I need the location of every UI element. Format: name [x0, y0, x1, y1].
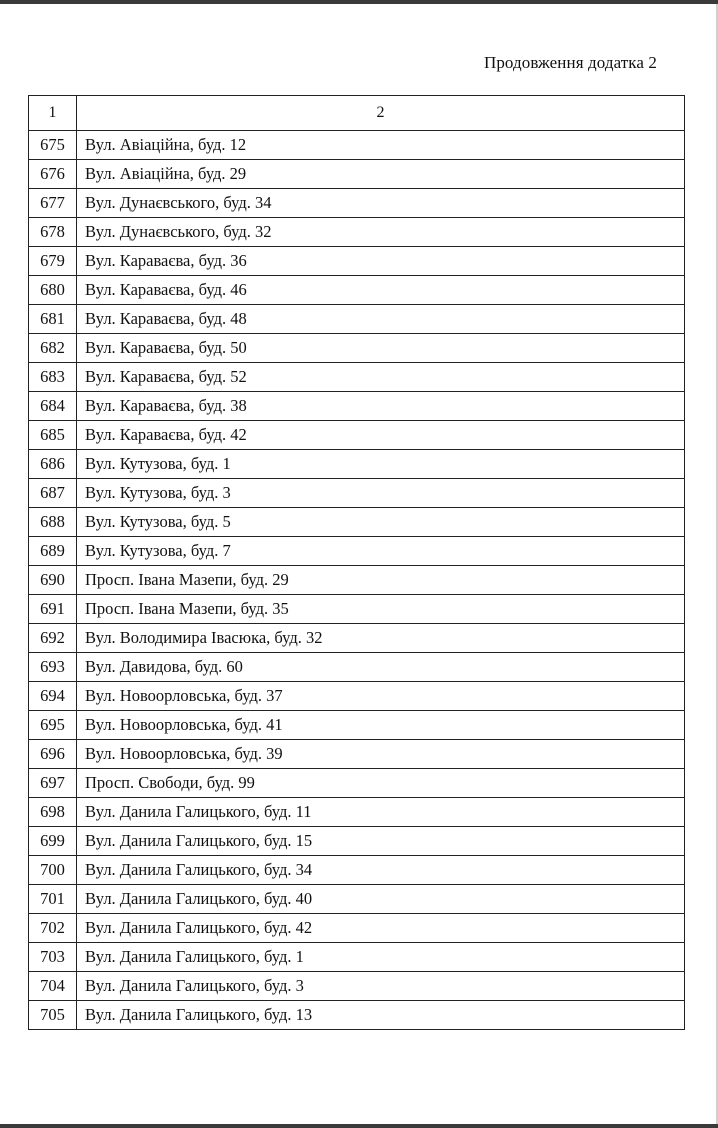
row-number: 702 — [29, 914, 77, 943]
table-row — [29, 450, 685, 479]
row-address: Вул. Данила Галицького, буд. 13 — [77, 1001, 685, 1030]
row-address: Вул. Давидова, буд. 60 — [77, 653, 685, 682]
row-number: 687 — [29, 479, 77, 508]
table-row — [29, 798, 685, 827]
row-number: 691 — [29, 595, 77, 624]
row-address: Вул. Кутузова, буд. 7 — [77, 537, 685, 566]
row-address: Вул. Караваєва, буд. 52 — [77, 363, 685, 392]
row-address: Вул. Данила Галицького, буд. 15 — [77, 827, 685, 856]
table-row — [29, 218, 685, 247]
table-row — [29, 856, 685, 885]
table-row — [29, 392, 685, 421]
page-heading: Продовження додатка 2 — [483, 53, 657, 72]
row-address: Вул. Караваєва, буд. 50 — [77, 334, 685, 363]
table-body — [29, 131, 685, 1030]
row-number: 683 — [29, 363, 77, 392]
table-row — [29, 363, 685, 392]
table-row — [29, 1001, 685, 1030]
row-number: 677 — [29, 189, 77, 218]
row-address: Просп. Івана Мазепи, буд. 35 — [77, 595, 685, 624]
row-number: 700 — [29, 856, 77, 885]
row-address: Вул. Данила Галицького, буд. 40 — [77, 885, 685, 914]
row-number: 696 — [29, 740, 77, 769]
table-row — [29, 276, 685, 305]
row-address: Вул. Новоорловська, буд. 39 — [77, 740, 685, 769]
row-address: Вул. Дунаєвського, буд. 34 — [77, 189, 685, 218]
row-address: Вул. Данила Галицького, буд. 1 — [77, 943, 685, 972]
row-number: 694 — [29, 682, 77, 711]
table-row — [29, 682, 685, 711]
table-row — [29, 247, 685, 276]
row-address: Вул. Данила Галицького, буд. 3 — [77, 972, 685, 1001]
row-number: 690 — [29, 566, 77, 595]
row-address: Вул. Володимира Івасюка, буд. 32 — [77, 624, 685, 653]
row-number: 685 — [29, 421, 77, 450]
row-number: 703 — [29, 943, 77, 972]
table-row — [29, 566, 685, 595]
row-address: Вул. Кутузова, буд. 1 — [77, 450, 685, 479]
column-header-number: 1 — [29, 96, 77, 131]
table-row — [29, 653, 685, 682]
table-row — [29, 479, 685, 508]
table-row — [29, 624, 685, 653]
row-number: 684 — [29, 392, 77, 421]
row-address: Вул. Кутузова, буд. 3 — [77, 479, 685, 508]
row-address: Вул. Караваєва, буд. 36 — [77, 247, 685, 276]
table-row — [29, 334, 685, 363]
bottom-border — [0, 1124, 718, 1128]
row-number: 689 — [29, 537, 77, 566]
row-number: 682 — [29, 334, 77, 363]
row-address: Вул. Данила Галицького, буд. 42 — [77, 914, 685, 943]
table-row — [29, 885, 685, 914]
row-address: Просп. Івана Мазепи, буд. 29 — [77, 566, 685, 595]
row-number: 693 — [29, 653, 77, 682]
row-number: 681 — [29, 305, 77, 334]
row-number: 686 — [29, 450, 77, 479]
table-row — [29, 131, 685, 160]
row-address: Вул. Авіаційна, буд. 29 — [77, 160, 685, 189]
table-row — [29, 421, 685, 450]
table-row — [29, 160, 685, 189]
address-table — [28, 95, 685, 1030]
row-number: 678 — [29, 218, 77, 247]
row-address: Вул. Караваєва, буд. 48 — [77, 305, 685, 334]
row-address: Вул. Новоорловська, буд. 37 — [77, 682, 685, 711]
row-number: 704 — [29, 972, 77, 1001]
table-row — [29, 769, 685, 798]
row-number: 695 — [29, 711, 77, 740]
table-row — [29, 508, 685, 537]
top-border — [0, 0, 718, 4]
row-number: 680 — [29, 276, 77, 305]
row-number: 688 — [29, 508, 77, 537]
row-address: Вул. Караваєва, буд. 46 — [77, 276, 685, 305]
table-row — [29, 305, 685, 334]
table-row — [29, 740, 685, 769]
row-number: 701 — [29, 885, 77, 914]
row-address: Вул. Авіаційна, буд. 12 — [77, 131, 685, 160]
table-row — [29, 827, 685, 856]
row-number: 675 — [29, 131, 77, 160]
row-number: 679 — [29, 247, 77, 276]
row-number: 697 — [29, 769, 77, 798]
table-row — [29, 595, 685, 624]
row-address: Вул. Данила Галицького, буд. 11 — [77, 798, 685, 827]
table-row — [29, 972, 685, 1001]
row-number: 692 — [29, 624, 77, 653]
row-address: Вул. Караваєва, буд. 42 — [77, 421, 685, 450]
table-row — [29, 943, 685, 972]
row-address: Вул. Дунаєвського, буд. 32 — [77, 218, 685, 247]
table-row — [29, 711, 685, 740]
table-header-row — [29, 96, 685, 131]
column-header-address: 2 — [77, 96, 685, 131]
row-number: 705 — [29, 1001, 77, 1030]
row-number: 698 — [29, 798, 77, 827]
row-address: Вул. Данила Галицького, буд. 34 — [77, 856, 685, 885]
table-row — [29, 537, 685, 566]
row-address: Просп. Свободи, буд. 99 — [77, 769, 685, 798]
table-row — [29, 914, 685, 943]
row-address: Вул. Караваєва, буд. 38 — [77, 392, 685, 421]
row-number: 699 — [29, 827, 77, 856]
row-address: Вул. Кутузова, буд. 5 — [77, 508, 685, 537]
table-row — [29, 189, 685, 218]
row-number: 676 — [29, 160, 77, 189]
row-address: Вул. Новоорловська, буд. 41 — [77, 711, 685, 740]
